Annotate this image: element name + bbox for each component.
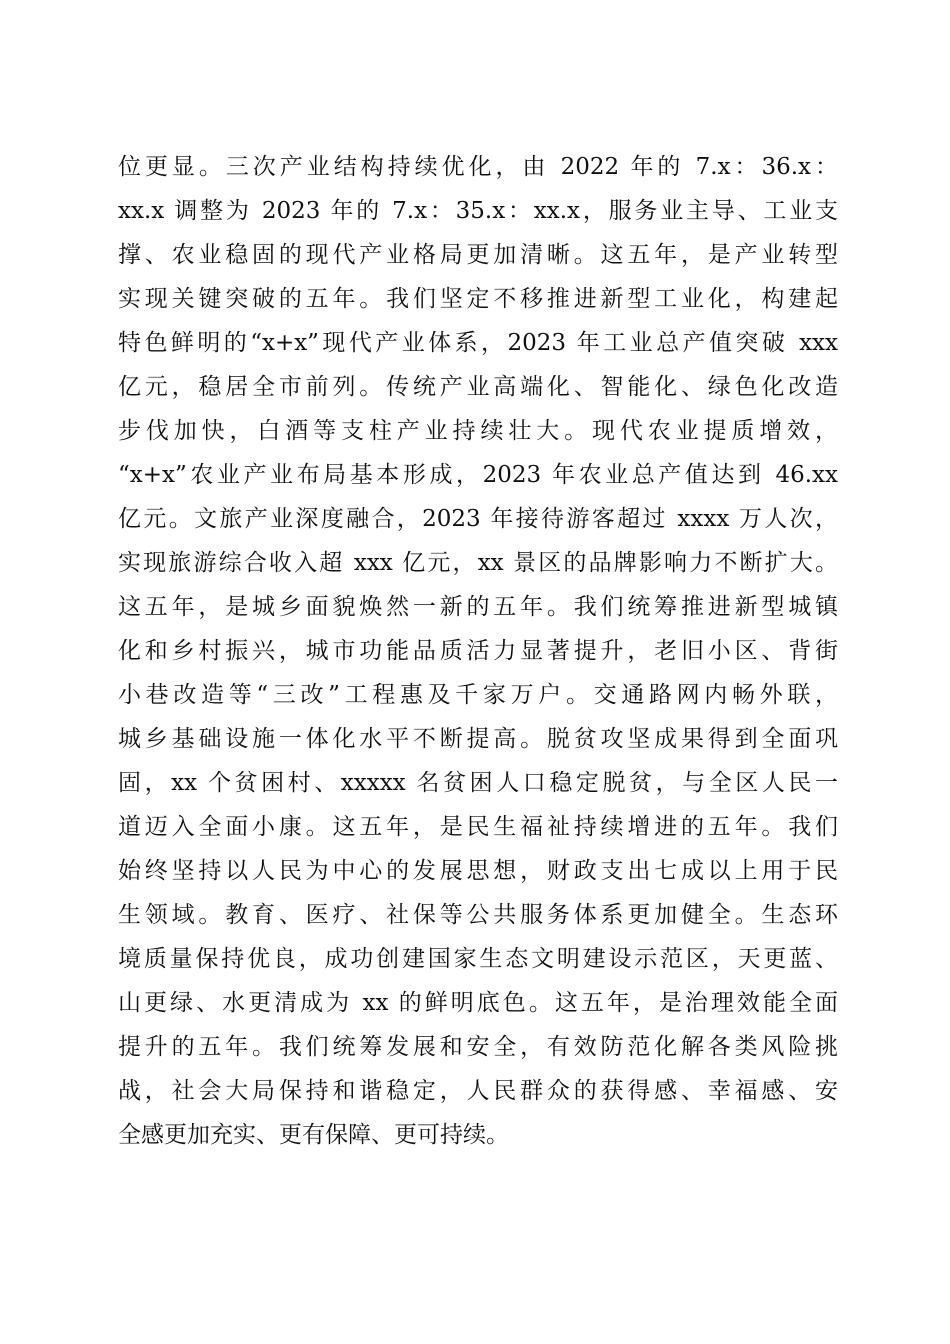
text-line: 城乡基础设施一体化水平不断提高。脱贫攻坚成果得到全面巩 [118, 726, 838, 752]
text-line: 山更绿、水更清成为 xx 的鲜明底色。这五年，是治理效能全面 [118, 990, 838, 1016]
text-line: 小巷改造等“三改”工程惠及千家万户。交通路网内畅外联， [118, 682, 838, 708]
text-line: 实现旅游综合收入超 xxx 亿元，xx 景区的品牌影响力不断扩大。 [118, 550, 838, 576]
text-line: 化和乡村振兴，城市功能品质活力显著提升，老旧小区、背街 [118, 638, 838, 664]
text-line: 这五年，是城乡面貌焕然一新的五年。我们统筹推进新型城镇 [118, 594, 838, 620]
text-line: 特色鲜明的“x+x”现代产业体系，2023 年工业总产值突破 xxx [118, 330, 838, 356]
text-line: 实现关键突破的五年。我们坚定不移推进新型工业化，构建起 [118, 286, 838, 312]
text-line: 位更显。三次产业结构持续优化，由 2022 年的 7.x：36.x： [118, 154, 838, 180]
text-line: xx.x 调整为 2023 年的 7.x：35.x：xx.x，服务业主导、工业支 [118, 198, 838, 224]
text-line: 撑、农业稳固的现代产业格局更加清晰。这五年，是产业转型 [118, 242, 838, 268]
text-line: “x+x”农业产业布局基本形成，2023 年农业总产值达到 46.xx [118, 462, 838, 488]
text-line: 境质量保持优良，成功创建国家生态文明建设示范区，天更蓝、 [118, 946, 838, 972]
text-line: 亿元，稳居全市前列。传统产业高端化、智能化、绿色化改造 [118, 374, 838, 400]
body-paragraph [118, 145, 838, 1157]
text-line: 步伐加快，白酒等支柱产业持续壮大。现代农业提质增效， [118, 418, 838, 444]
text-line: 固，xx 个贫困村、xxxxx 名贫困人口稳定脱贫，与全区人民一 [118, 770, 838, 796]
text-line: 提升的五年。我们统筹发展和安全，有效防范化解各类风险挑 [118, 1034, 838, 1060]
text-line: 亿元。文旅产业深度融合，2023 年接待游客超过 xxxx 万人次， [118, 506, 838, 532]
text-line: 战，社会大局保持和谐稳定，人民群众的获得感、幸福感、安 [118, 1078, 838, 1104]
text-line: 全感更加充实、更有保障、更可持续。 [118, 1122, 509, 1148]
text-line: 始终坚持以人民为中心的发展思想，财政支出七成以上用于民 [118, 858, 838, 884]
text-line: 生领域。教育、医疗、社保等公共服务体系更加健全。生态环 [118, 902, 838, 928]
text-line: 道迈入全面小康。这五年，是民生福祉持续增进的五年。我们 [118, 814, 838, 840]
